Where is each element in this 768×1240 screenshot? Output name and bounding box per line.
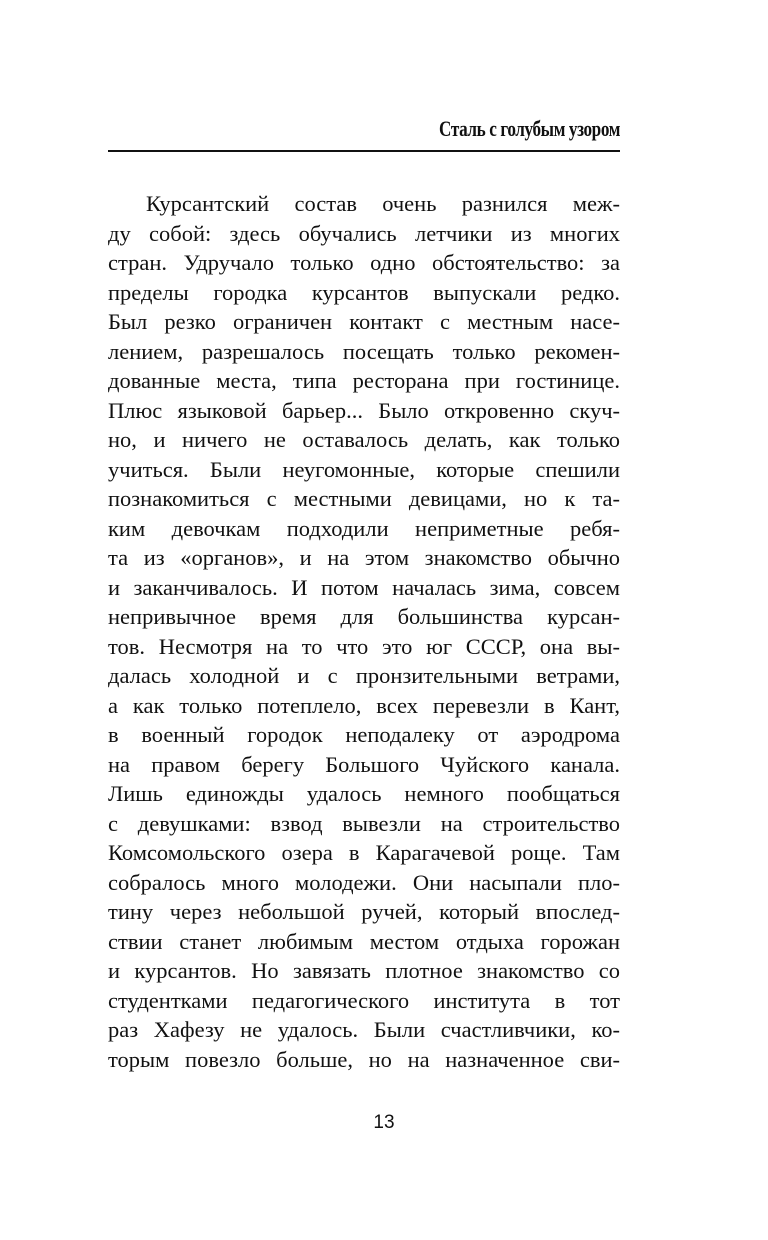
text-line: познакомиться с местными девицами, но к та- [108,486,620,511]
running-header [108,114,620,152]
text-line: та из «органов», и на этом знакомство обычно [108,545,620,570]
text-line: но, и ничего не оставалось делать, как только [108,427,620,452]
text-line: далась холодной и с пронзительными ветрами, [108,663,620,688]
text-line: и курсантов. Но завязать плотное знакомство со [108,958,620,983]
text-line: на правом берегу Большого Чуйского канала. [108,751,620,777]
text-line: раз Хафезу не удалось. Были счастливчики, ко- [108,1017,620,1042]
text-line: лением, разрешалось посещать только рекомен- [108,338,620,364]
text-line: стран. Удручало только одно обстоятельство: за [108,250,620,275]
text-line: ким девочкам подходили неприметные ребя- [108,515,620,541]
text-line: Лишь единожды удалось немного пообщаться [108,781,620,806]
page-number: 13 [373,1112,395,1133]
running-title: Сталь с голубым узором [439,116,620,141]
text-line: а как только потеплело, всех перевезли в Кант, [108,692,620,718]
text-line: учиться. Были неугомонные, которые спешили [108,456,620,482]
text-line: пределы городка курсантов выпускали редко. [108,279,620,305]
text-line: Плюс языковой барьер... Было откровенно скуч- [108,397,620,423]
text-line: Комсомольского озера в Карагачевой роще. Там [108,840,620,865]
text-line: Был резко ограничен контакт с местным насе- [108,309,620,334]
text-line: собралось много молодежи. Они насыпали пло- [108,869,620,895]
text-line: тов. Несмотря на то что это юг СССР, она вы- [108,633,620,659]
text-line: дованные места, типа ресторана при гостинице. [108,368,620,393]
text-line: торым повезло больше, но на назначенное сви- [108,1046,620,1072]
body-text [108,189,620,1074]
text-line: в военный городок неподалеку от аэродрома [108,722,620,747]
text-line: тину через небольшой ручей, который впослед- [108,899,620,924]
text-line: Курсантский состав очень разнился меж- [146,191,620,216]
text-line: ду собой: здесь обучались летчики из многих [108,220,620,246]
text-line: непривычное время для большинства курсан- [108,604,620,629]
text-line: и заканчивалось. И потом началась зима, совсем [108,574,620,600]
text-line: ствии станет любимым местом отдыха горожан [108,928,620,954]
text-line: с девушками: взвод вывезли на строительство [108,810,620,836]
text-line: студентками педагогического института в тот [108,987,620,1013]
